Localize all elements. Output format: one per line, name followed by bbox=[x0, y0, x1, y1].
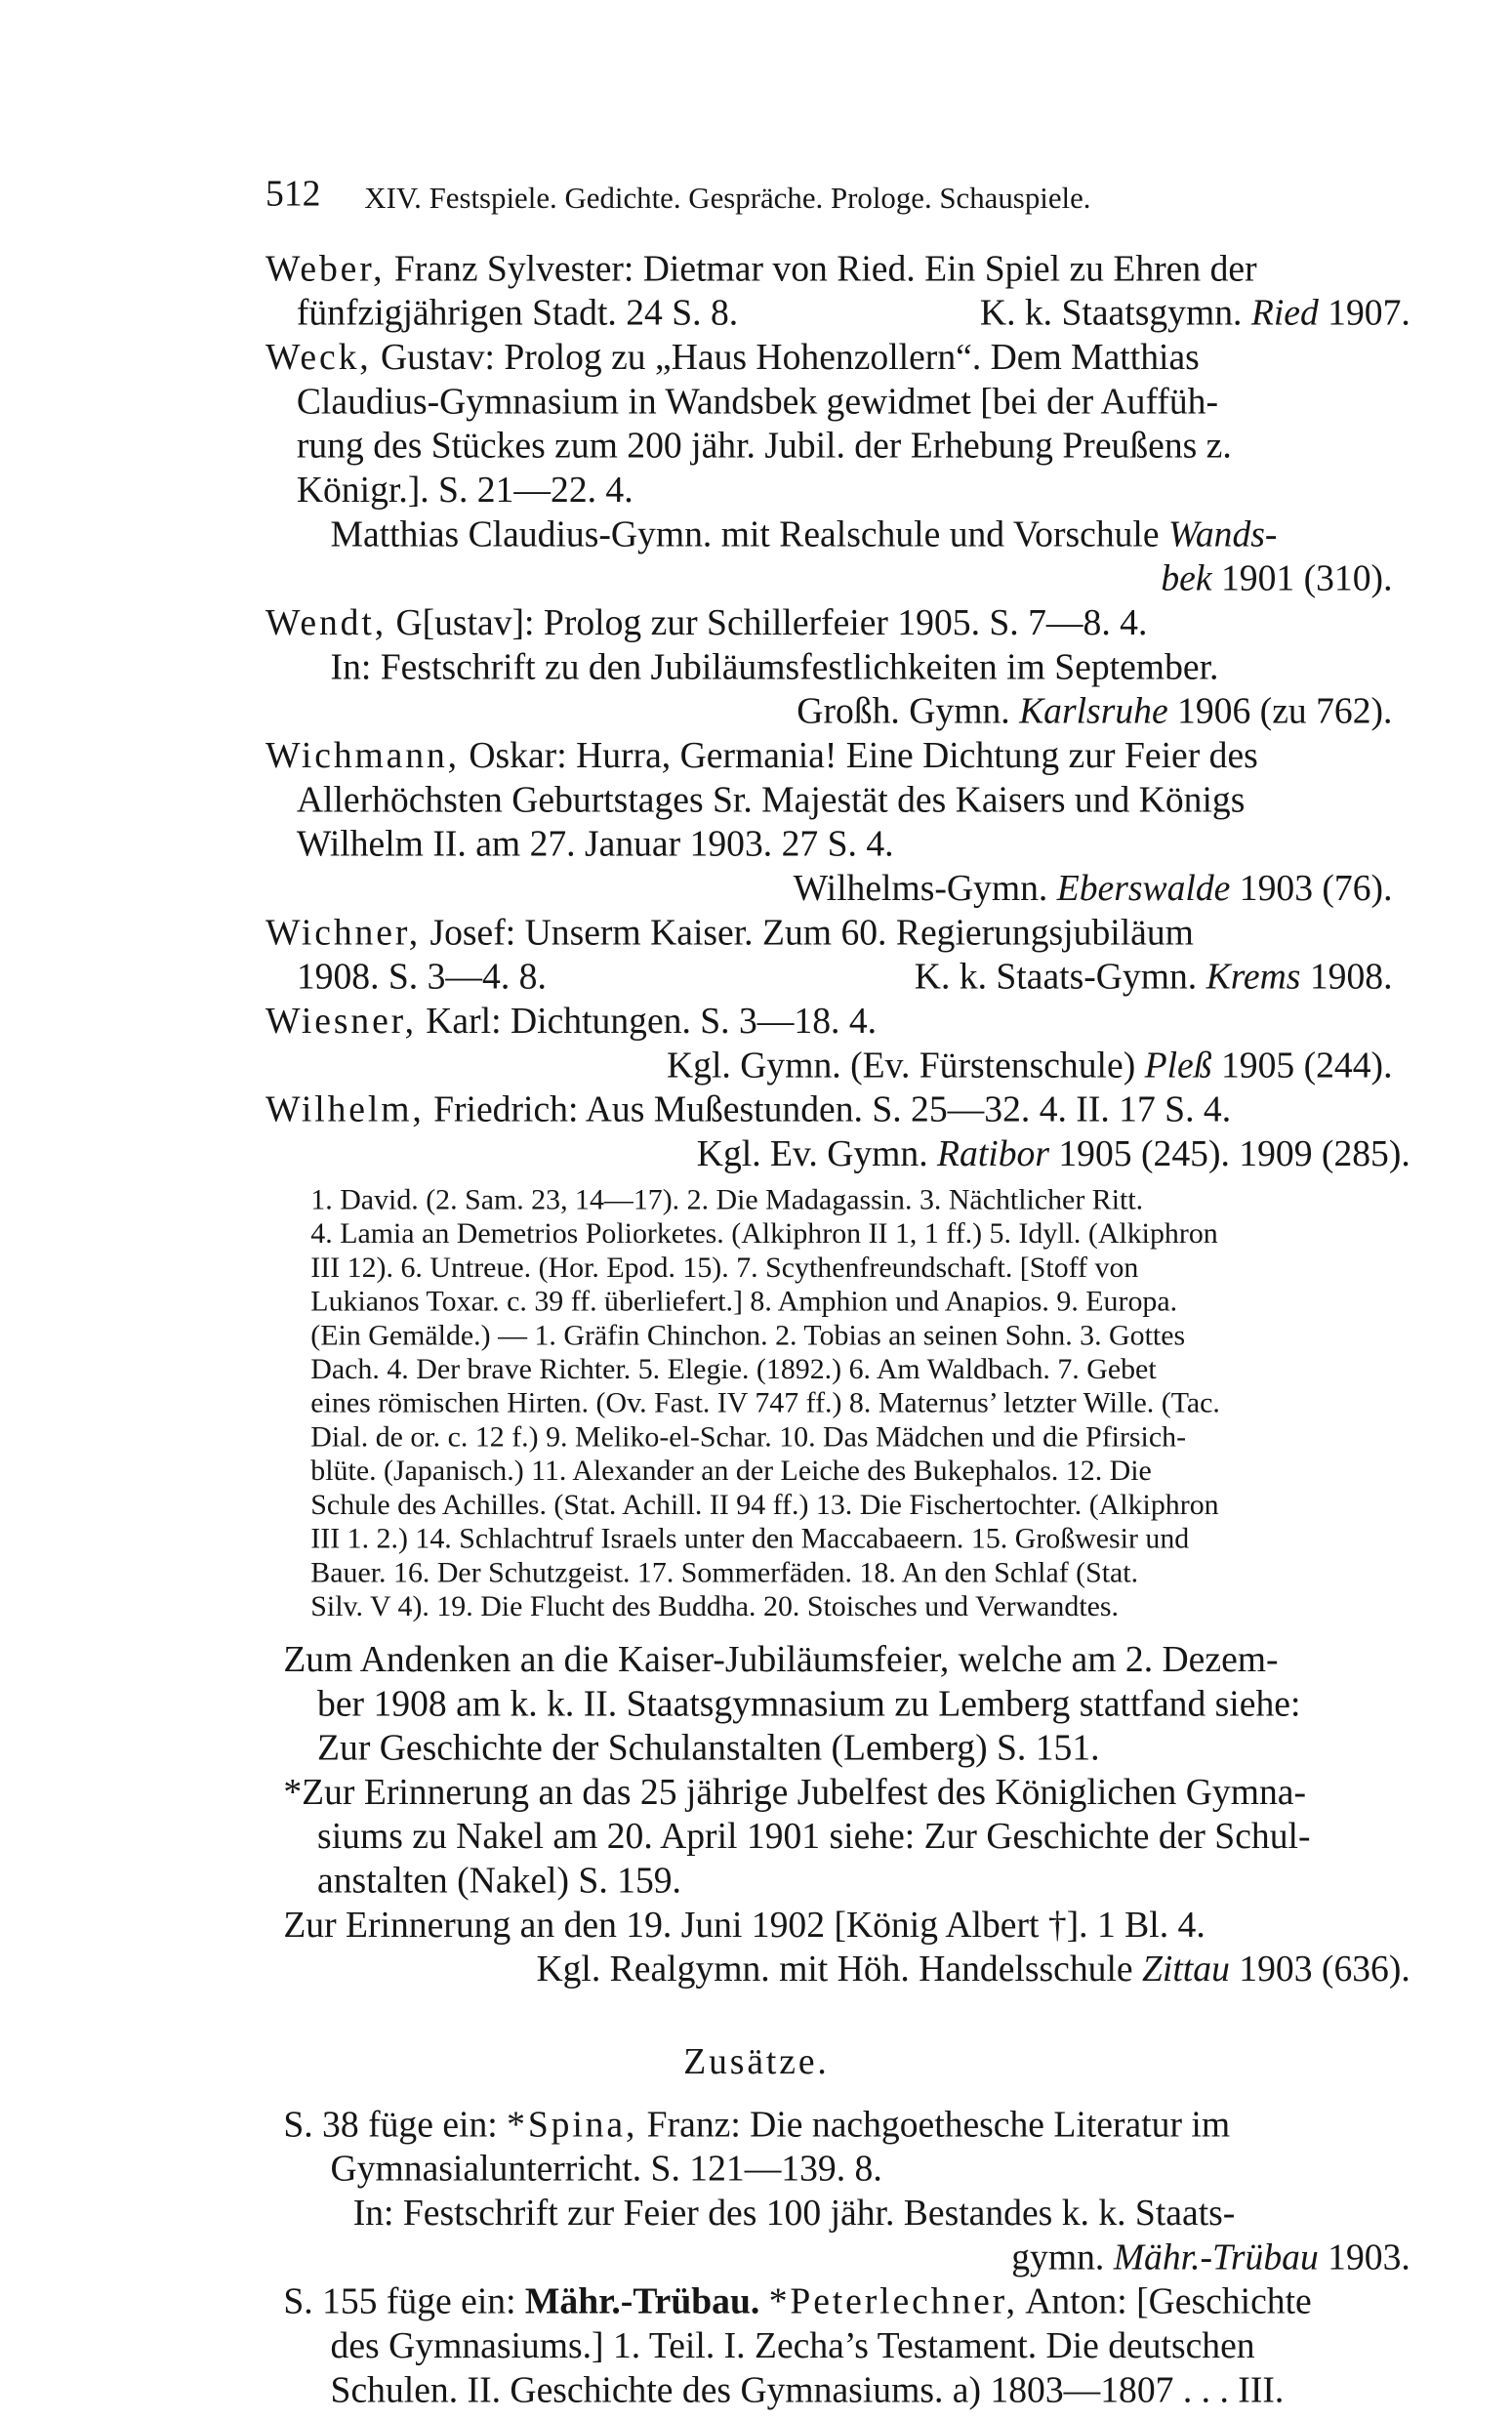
zur-erinnerung-nakel-line2: siums zu Nakel am 20. April 1901 siehe: Zur Geschichte der Schul- bbox=[316, 1816, 1311, 1857]
author-name: *Peterlechner, bbox=[768, 2280, 1018, 2322]
entry-weck-line1: Weck, Gustav: Prolog zu „Haus Hohenzollern“. Dem Matthias bbox=[265, 337, 1200, 378]
note-line: Schule des Achilles. (Stat. Achill. II 94 ff.) 13. Die Fischertochter. (Alkiphron bbox=[309, 1487, 1219, 1521]
author-name: Weber, bbox=[265, 248, 385, 290]
zusatz-b-line3: Schulen. II. Geschichte des Gymnasiums. a) 1803—1807 . . . III. bbox=[330, 2369, 1284, 2411]
author-name: Wichmann, bbox=[265, 735, 460, 776]
author-name: Wilhelm, bbox=[265, 1088, 425, 1130]
note-line: 4. Lamia an Demetrios Poliorketes. (Alkiphron II 1, 1 ff.) 5. Idyll. (Alkiphron bbox=[309, 1216, 1218, 1250]
note-line: (Ein Gemälde.) — 1. Gräfin Chinchon. 2. Tobias an seinen Sohn. 3. Gottes bbox=[309, 1318, 1185, 1352]
zur-erinnerung-nakel-line1: *Zur Erinnerung an das 25 jährige Jubelfest des Königlichen Gymna- bbox=[282, 1772, 1306, 1813]
zum-andenken-line1: Zum Andenken an die Kaiser-Jubiläumsfeier, welche am 2. Dezem- bbox=[282, 1639, 1279, 1680]
entry-wichmann-line1: Wichmann, Oskar: Hurra, Germania! Eine Dichtung zur Feier des bbox=[265, 735, 1258, 776]
author-name: Weck, bbox=[265, 337, 372, 378]
note-line: Lukianos Toxar. c. 39 ff. überliefert.] 8. Amphion und Anapios. 9. Europa. bbox=[309, 1284, 1177, 1318]
zusatz-b-line1: S. 155 füge ein: Mähr.-Trübau. *Peterlechner, Anton: [Geschichte bbox=[282, 2280, 1312, 2322]
note-line: blüte. (Japanisch.) 11. Alexander an der Leiche des Bukephalos. 12. Die bbox=[309, 1454, 1152, 1487]
author-name: Wendt, bbox=[265, 602, 387, 643]
zusatz-a-line1: S. 38 füge ein: *Spina, Franz: Die nachgoethesche Literatur im bbox=[282, 2104, 1230, 2146]
entry-weber-line1: Weber, Franz Sylvester: Dietmar von Ried. Ein Spiel zu Ehren der bbox=[265, 248, 1257, 290]
entry-wendt-line2: In: Festschrift zu den Jubiläumsfestlichkeiten im September. bbox=[330, 646, 1218, 688]
zusatz-b-line2: des Gymnasiums.] 1. Teil. I. Zecha’s Testament. Die deutschen bbox=[330, 2325, 1255, 2366]
note-line: 1. David. (2. Sam. 23, 14—17). 2. Die Madagassin. 3. Nächtlicher Ritt. bbox=[309, 1182, 1143, 1216]
zusaetze-heading: Zusätze. bbox=[682, 2040, 830, 2082]
page-number: 512 bbox=[265, 173, 320, 214]
entry-wichner-line1: Wichner, Josef: Unserm Kaiser. Zum 60. Regierungsjubiläum bbox=[265, 912, 1194, 954]
author-name: *Spina, bbox=[506, 2104, 637, 2146]
entry-weber-line2: fünfzigjährigen Stadt. 24 S. 8. bbox=[296, 292, 738, 334]
document-page bbox=[27, 0, 1486, 2411]
note-line: III 12). 6. Untreue. (Hor. Epod. 15). 7. Scythenfreundschaft. [Stoff von bbox=[309, 1250, 1138, 1284]
author-name: Wiesner, bbox=[265, 1001, 417, 1042]
entry-weber-location: K. k. Staatsgymn. Ried 1907. bbox=[979, 292, 1410, 334]
zusatz-a-line2: Gymnasialunterricht. S. 121—139. 8. bbox=[330, 2148, 882, 2190]
entry-wichmann-line2: Allerhöchsten Geburtstages Sr. Majestät des Kaisers und Königs bbox=[296, 779, 1245, 821]
entry-wiesner-location: Kgl. Gymn. (Ev. Fürstenschule) Pleß 1905 (244). bbox=[666, 1045, 1392, 1087]
entry-wichner-location: K. k. Staats-Gymn. Krems 1908. bbox=[914, 956, 1392, 998]
entry-wichmann-location: Wilhelms-Gymn. Eberswalde 1903 (76). bbox=[793, 868, 1392, 909]
entry-weck-line5: Matthias Claudius-Gymn. mit Realschule und Vorschule Wands- bbox=[330, 513, 1277, 555]
entry-wichner-line2: 1908. S. 3—4. 8. bbox=[296, 956, 547, 998]
entry-weck-location: bek 1901 (310). bbox=[1160, 557, 1392, 599]
entry-wiesner-line1: Wiesner, Karl: Dichtungen. S. 3—18. 4. bbox=[265, 1001, 877, 1042]
entry-weck-line4: Königr.]. S. 21—22. 4. bbox=[296, 470, 633, 511]
note-line: Dial. de or. c. 12 f.) 9. Meliko-el-Schar. 10. Das Mädchen und die Pfirsich- bbox=[309, 1419, 1186, 1454]
entry-wendt-line1: Wendt, G[ustav]: Prolog zur Schillerfeier 1905. S. 7—8. 4. bbox=[265, 602, 1147, 643]
author-name: Wichner, bbox=[265, 912, 421, 954]
zum-andenken-line2: ber 1908 am k. k. II. Staatsgymnasium zu Lemberg stattfand siehe: bbox=[316, 1683, 1300, 1724]
entry-wilhelm-location: Kgl. Ev. Gymn. Ratibor 1905 (245). 1909 (285). bbox=[696, 1133, 1410, 1174]
entry-wilhelm-line1: Wilhelm, Friedrich: Aus Mußestunden. S. 25—32. 4. II. 17 S. 4. bbox=[265, 1088, 1231, 1130]
entry-wendt-location: Großh. Gymn. Karlsruhe 1906 (zu 762). bbox=[796, 690, 1392, 732]
running-title: XIV. Festspiele. Gedichte. Gespräche. Prologe. Schauspiele. bbox=[363, 181, 1091, 215]
entry-wichmann-line3: Wilhelm II. am 27. Januar 1903. 27 S. 4. bbox=[296, 823, 894, 865]
zur-erinnerung-1902-line1: Zur Erinnerung an den 19. Juni 1902 [König Albert †]. 1 Bl. 4. bbox=[282, 1905, 1206, 1946]
zur-erinnerung-nakel-line3: anstalten (Nakel) S. 159. bbox=[316, 1860, 681, 1902]
note-line: eines römischen Hirten. (Ov. Fast. IV 747 ff.) 8. Maternus’ letzter Wille. (Tac. bbox=[309, 1385, 1220, 1419]
note-line: Dach. 4. Der brave Richter. 5. Elegie. (1892.) 6. Am Waldbach. 7. Gebet bbox=[309, 1351, 1157, 1385]
zur-erinnerung-1902-location: Kgl. Realgymn. mit Höh. Handelsschule Zittau 1903 (636). bbox=[535, 1949, 1410, 1990]
zusatz-a-line3: In: Festschrift zur Feier des 100 jähr. Bestandes k. k. Staats- bbox=[352, 2193, 1235, 2234]
note-line: III 1. 2.) 14. Schlachtruf Israels unter den Maccabaeern. 15. Großwesir und bbox=[309, 1521, 1189, 1555]
note-line: Silv. V 4). 19. Die Flucht des Buddha. 20. Stoisches und Verwandtes. bbox=[309, 1589, 1119, 1622]
zum-andenken-line3: Zur Geschichte der Schulanstalten (Lemberg) S. 151. bbox=[316, 1727, 1100, 1769]
entry-weck-line3: rung des Stückes zum 200 jähr. Jubil. der Erhebung Preußens z. bbox=[296, 425, 1232, 467]
entry-weck-line2: Claudius-Gymnasium in Wandsbek gewidmet [bei der Auffüh- bbox=[296, 381, 1218, 423]
zusatz-a-location: gymn. Mähr.-Trübau 1903. bbox=[1010, 2236, 1410, 2278]
note-line: Bauer. 16. Der Schutzgeist. 17. Sommerfäden. 18. An den Schlaf (Stat. bbox=[309, 1555, 1138, 1589]
